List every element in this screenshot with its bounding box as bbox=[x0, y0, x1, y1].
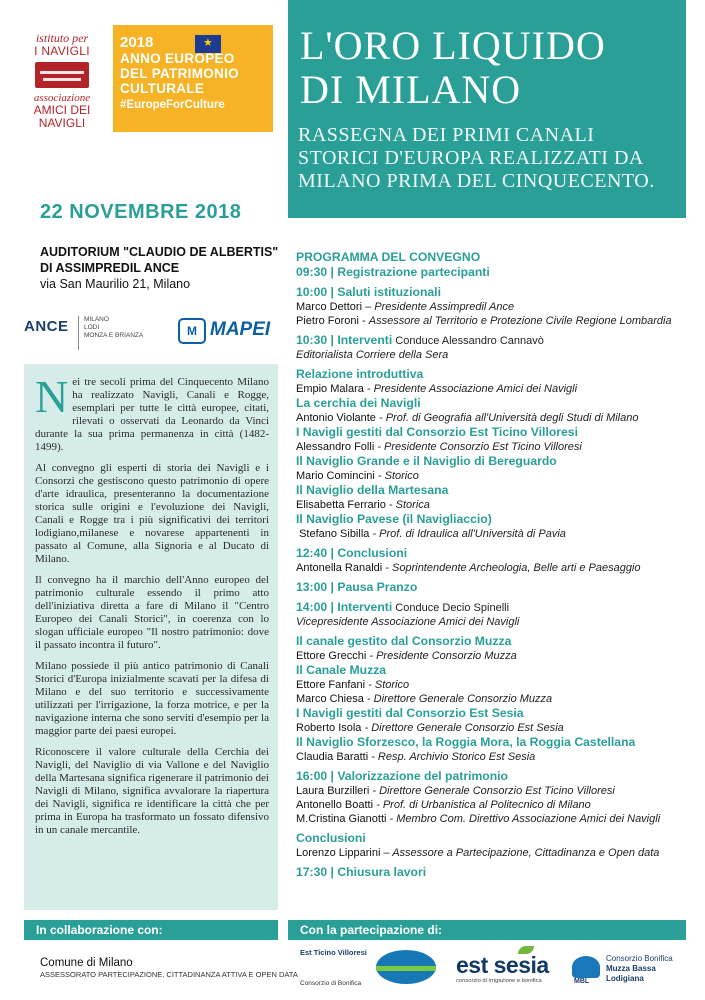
speaker-row: Pietro Foroni - Assessore al Territorio e Protezione Civile Regione Lombardia bbox=[296, 315, 672, 327]
ance-name: ANCE bbox=[24, 318, 69, 335]
navigli-seal-icon bbox=[35, 62, 89, 88]
session-1730: 17:30 | Chiusura lavori bbox=[296, 865, 427, 879]
european-year-badge bbox=[113, 25, 273, 132]
speaker-row: Empio Malara - Presidente Associazione Amici dei Navigli bbox=[296, 383, 578, 395]
eu-line3: CULTURALE bbox=[120, 81, 205, 96]
intro-box bbox=[24, 364, 278, 910]
est-ticino-villoresi-logo bbox=[300, 948, 440, 993]
speaker-row: Mario Comincini - Storico bbox=[296, 470, 419, 482]
etv-sub: Consorzio di Bonifica bbox=[300, 980, 362, 987]
sesia-name: est sesia bbox=[456, 952, 549, 978]
speaker-row: Claudia Baratti - Resp. Archivio Storico Est Sesia bbox=[296, 751, 536, 763]
mbl-line2: Muzza Bassa bbox=[606, 964, 656, 973]
comune-name: Comune di Milano bbox=[40, 957, 133, 969]
speaker-row: Ettore Fanfani - Storico bbox=[296, 679, 410, 691]
speaker-role: Vicepresidente Associazione Amici dei Navigli bbox=[296, 616, 520, 628]
topic-heading: Il Naviglio Grande e il Naviglio di Bereguardo bbox=[296, 454, 557, 468]
ipn-line4a: AMICI DEI bbox=[33, 103, 91, 117]
ipn-line1: istituto per bbox=[35, 31, 89, 45]
mbl-text bbox=[606, 954, 673, 984]
session-1240: 12:40 | Conclusioni bbox=[296, 546, 408, 560]
mbl-drop-icon bbox=[572, 956, 600, 978]
speaker-row: Marco Dettori – Presidente Assimpredil Ance bbox=[296, 301, 515, 313]
muzza-bassa-lodigiana-logo bbox=[572, 952, 692, 992]
topic-heading: Il Naviglio Pavese (il Navigliaccio) bbox=[296, 512, 492, 526]
eu-year: 2018 bbox=[120, 34, 154, 51]
wave-icon bbox=[376, 966, 436, 971]
topic-heading: Conclusioni bbox=[296, 831, 366, 845]
intro-paragraph-1 bbox=[35, 371, 269, 454]
collaboration-label: In collaborazione con: bbox=[36, 923, 163, 937]
comune-di-milano bbox=[40, 957, 298, 979]
speaker-row: Antonella Ranaldi - Soprintendente Archeologia, Belle arti e Paesaggio bbox=[296, 562, 641, 574]
topic-heading: Relazione introduttiva bbox=[296, 367, 424, 381]
etv-name: Est Ticino Villoresi bbox=[300, 948, 367, 957]
ipn-line3: associazione bbox=[33, 92, 91, 104]
program bbox=[296, 250, 688, 880]
speaker-row: Laura Burzilleri - Direttore Generale Consorzio Est Ticino Villoresi bbox=[296, 785, 615, 797]
venue-line1: AUDITORIUM "CLAUDIO DE ALBERTIS" bbox=[40, 245, 279, 259]
participation-label: Con la partecipazione di: bbox=[300, 923, 443, 937]
speaker-row: Alessandro Folli - Presidente Consorzio Est Ticino Villoresi bbox=[296, 441, 582, 453]
mbl-abbr: MBL bbox=[574, 978, 590, 985]
eu-line2: DEL PATRIMONIO bbox=[120, 66, 239, 81]
comune-sub: ASSESSORATO PARTECIPAZIONE, CITTADINANZA ATTIVA E OPEN DATA bbox=[40, 970, 298, 979]
mbl-line1: Consorzio Bonifica bbox=[606, 954, 673, 963]
session-1400: 14:00 | Interventi Conduce Decio Spinelli bbox=[296, 600, 510, 614]
speaker-row: Antonio Violante - Prof. di Geografia all'Università degli Studi di Milano bbox=[296, 412, 639, 424]
mapei-badge-icon: M bbox=[178, 318, 206, 344]
eu-line1: ANNO EUROPEO bbox=[120, 51, 235, 66]
speaker-row: Ettore Grecchi - Presidente Consorzio Muzza bbox=[296, 650, 517, 662]
session-0930: 09:30 | Registrazione partecipanti bbox=[296, 265, 490, 279]
sesia-sub: consorzio di irrigazione e bonifica bbox=[456, 978, 542, 984]
title-line1: L'ORO LIQUIDO bbox=[300, 23, 606, 68]
topic-heading: Il Canale Muzza bbox=[296, 663, 387, 677]
session-1000: 10:00 | Saluti istituzionali bbox=[296, 285, 441, 299]
speaker-row: Antonello Boatti - Prof. di Urbanistica al Politecnico di Milano bbox=[296, 799, 591, 811]
mbl-line3: Lodigiana bbox=[606, 974, 644, 983]
intro-paragraph-5: Riconoscere il valore culturale della Cerchia dei Navigli, del Naviglio di via Vallone e del Naviglio della Martesana significa rigenerare il patrimonio dei Navigli di Milano, significa avvalorare la riapertura dei Navigli, significa re identificare la città che per prima in Europa ha trasformato un fossato difensivo in un canale mercantile. bbox=[35, 746, 269, 836]
event-date: 22 NOVEMBRE 2018 bbox=[40, 201, 242, 223]
speaker-row: Marco Chiesa - Direttore Generale Consorzio Muzza bbox=[296, 693, 553, 705]
speaker-row: Elisabetta Ferrario - Storica bbox=[296, 499, 430, 511]
speaker-row: M.Cristina Gianotti - Membro Com. Direttivo Associazione Amici dei Navigli bbox=[296, 813, 661, 825]
ance-divider bbox=[78, 316, 79, 350]
intro-p1-text: ei tre secoli prima del Cinquecento Milano ha realizzato Navigli, Canali e Rogge, esemplari per tutte le città europee, citati, rilevati o osservati da Leonardo da Vinci durante la sua prima permanenza in città (1482-1499). bbox=[35, 376, 269, 453]
speaker-row: Lorenzo Lipparini – Assessore a Partecipazione, Cittadinanza e Open data bbox=[296, 847, 660, 859]
intro-paragraph-2: Al convegno gli esperti di storia dei Navigli e i Consorzi che gestiscono questo patrimonio di opere d'arte idraulica, presenteranno la documentazione storica sulle origini e l'evoluzione dei Navigli, Canali e Rogge tra i più significativi dei territori lodigiano,milanese e novarese appartenenti in passato al Comune, alla Signoria e al Ducato di Milano. bbox=[35, 462, 269, 565]
topic-heading: La cerchia dei Navigli bbox=[296, 396, 421, 410]
page-title bbox=[300, 24, 606, 112]
title-block bbox=[288, 0, 686, 218]
intro-paragraph-4: Milano possiede il più antico patrimonio di Canali Storici d'Europa inizialmente scavati per la difesa di Milano e del suo territorio e successivamente utilizzati per l'irrigazione, la forza motrice, e per la navigazione interna che sono serviti d'esempio per la maggior parte dei paesi europei. bbox=[35, 660, 269, 737]
drop-cap: N bbox=[35, 371, 69, 422]
topic-heading: Il Naviglio della Martesana bbox=[296, 483, 449, 497]
venue bbox=[40, 244, 278, 292]
ipn-line4b: NAVIGLI bbox=[38, 116, 86, 130]
collaboration-bar bbox=[24, 920, 278, 940]
venue-line2: DI ASSIMPREDIL ANCE bbox=[40, 261, 180, 275]
session-1300: 13:00 | Pausa Pranzo bbox=[296, 580, 418, 594]
est-sesia-logo bbox=[456, 952, 566, 992]
speaker-row: Roberto Isola - Direttore Generale Consorzio Est Sesia bbox=[296, 722, 564, 734]
topic-heading: I Navigli gestiti dal Consorzio Est Ticino Villoresi bbox=[296, 425, 578, 439]
venue-address: via San Maurilio 21, Milano bbox=[40, 277, 191, 291]
title-line2: DI MILANO bbox=[300, 67, 522, 112]
speaker-role: Editorialista Corriere della Sera bbox=[296, 349, 449, 361]
intro-paragraph-3: Il convegno ha il marchio dell'Anno europeo del patrimonio culturale essendo il primo atto dell'iniziativa diretta a fare di Milano il "Centro Europeo dei Canali Storici", in coerenza con lo slogan ufficiale europeo "Il nostro patrimonio: dove il passato incontra il futuro". bbox=[35, 574, 269, 651]
program-title: PROGRAMMA DEL CONVEGNO bbox=[296, 250, 481, 264]
topic-heading: Il canale gestito dal Consorzio Muzza bbox=[296, 634, 512, 648]
participation-bar bbox=[288, 920, 686, 940]
session-1600: 16:00 | Valorizzazione del patrimonio bbox=[296, 769, 509, 783]
ipn-line2: I NAVIGLI bbox=[34, 44, 90, 58]
ance-subtitle: MILANO LODI MONZA E BRIANZA bbox=[84, 316, 144, 339]
session-1030: 10:30 | Interventi Conduce Alessandro Cannavò bbox=[296, 333, 544, 347]
speaker-row: Stefano Sibilla - Prof. di Idraulica all'Università di Pavia bbox=[299, 528, 566, 540]
mapei-name: MAPEI bbox=[210, 319, 271, 340]
topic-heading: Il Naviglio Sforzesco, la Roggia Mora, la Roggia Castellana bbox=[296, 735, 636, 749]
eu-hashtag: #EuropeForCulture bbox=[120, 99, 225, 111]
page-subtitle: RASSEGNA DEI PRIMI CANALI STORICI D'EUROPA REALIZZATI DA MILANO PRIMA DEL CINQUECENTO. bbox=[298, 124, 655, 192]
topic-heading: I Navigli gestiti dal Consorzio Est Sesia bbox=[296, 706, 524, 720]
amici-dei-navigli-logo bbox=[22, 32, 102, 130]
